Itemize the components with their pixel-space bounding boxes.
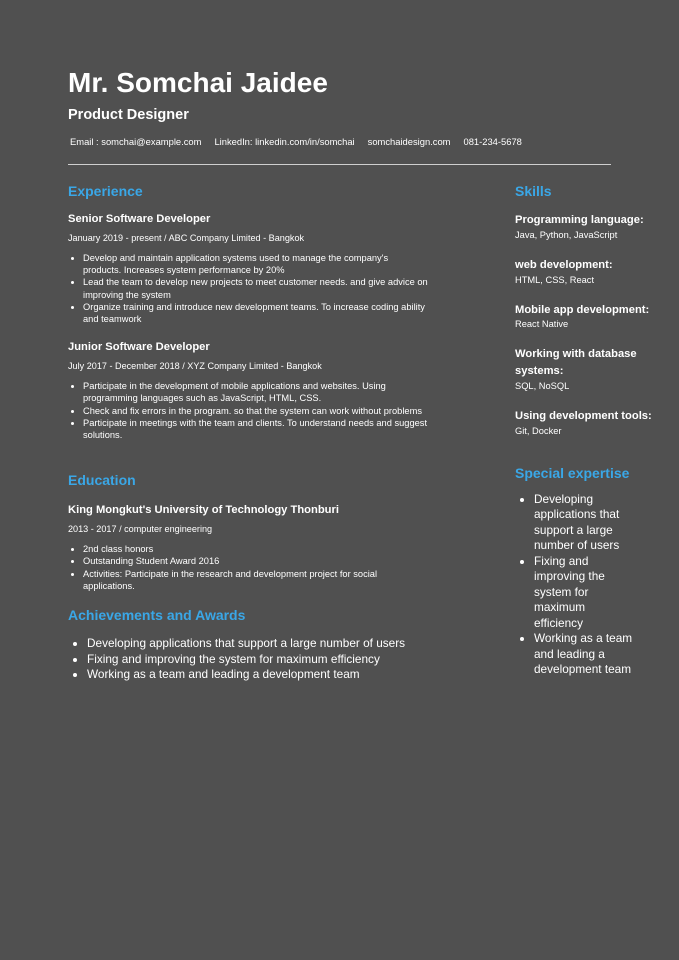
skill-value: SQL, NoSQL <box>515 380 570 391</box>
main-column <box>68 182 428 683</box>
skill-name: Working with database systems: <box>515 348 637 378</box>
skill-value: Java, Python, JavaScript <box>515 229 618 240</box>
skill-entry <box>515 346 655 393</box>
list-item: • Lead the team to develop new projects to meet customer needs. and give advice on improving the system <box>83 276 428 300</box>
list-item: • 2nd class honors <box>83 543 428 555</box>
job-bullets <box>68 252 428 325</box>
skill-entry <box>515 302 655 332</box>
list-item: • Working as a team and leading a development team <box>534 631 633 678</box>
job-title: Senior Software Developer <box>68 213 211 225</box>
header-divider <box>68 164 611 165</box>
skill-name: web development: <box>515 258 613 271</box>
list-item: • Participate in meetings with the team and clients. To understand needs and suggest solutions. <box>83 417 428 441</box>
skill-value: React Native <box>515 319 569 330</box>
full-name: Mr. Somchai Jaidee <box>68 67 328 98</box>
list-item: • Working as a team and leading a development team <box>87 667 428 683</box>
contact-bar <box>70 136 522 148</box>
experience-heading: Experience <box>68 183 143 199</box>
achievements-list <box>68 636 428 683</box>
list-item: • Fixing and improving the system for maximum efficiency <box>87 652 428 668</box>
job-entry <box>68 212 428 325</box>
list-item: • Organize training and introduce new development teams. To increase coding ability and teamwork <box>83 301 428 325</box>
special-expertise-list <box>515 492 633 678</box>
job-meta: January 2019 - present / ABC Company Limited - Bangkok <box>68 233 305 243</box>
phone-text: 081-234-5678 <box>463 136 522 147</box>
job-entry <box>68 340 428 441</box>
skill-entry <box>515 212 655 242</box>
education-entry <box>68 503 428 592</box>
skill-entry <box>515 257 655 287</box>
list-item: • Fixing and improving the system for maximum efficiency <box>534 554 633 632</box>
job-meta: July 2017 - December 2018 / XYZ Company Limited - Bangkok <box>68 361 322 372</box>
education-bullets <box>68 543 428 592</box>
website-text: somchaidesign.com <box>367 136 451 147</box>
list-item: • Activities: Participate in the research and development project for social applications. <box>83 568 428 592</box>
job-bullets <box>68 380 428 441</box>
education-heading: Education <box>68 472 136 489</box>
skill-value: Git, Docker <box>515 425 562 436</box>
skill-name: Programming language: <box>515 214 644 226</box>
list-item: • Check and fix errors in the program. so that the system can work without problems <box>83 405 428 417</box>
list-item: • Develop and maintain application systems used to manage the company's products. Increases system performance by 20% <box>83 252 428 276</box>
special-expertise-heading: Special expertise <box>515 464 630 481</box>
list-item: • Participate in the development of mobile applications and websites. Using programming languages such as JavaScript, HTML, CSS. <box>83 380 428 404</box>
school-name: King Mongkut's University of Technology Thonburi <box>68 504 339 517</box>
skills-heading: Skills <box>515 183 552 199</box>
list-item: • Developing applications that support a large number of users <box>534 492 633 554</box>
skill-name: Using development tools: <box>515 409 652 422</box>
job-role: Product Designer <box>68 107 189 123</box>
skill-name: Mobile app development: <box>515 303 650 316</box>
list-item: • Outstanding Student Award 2016 <box>83 555 428 567</box>
linkedin-text: LinkedIn: linkedin.com/in/somchai <box>214 136 355 147</box>
job-title: Junior Software Developer <box>68 341 210 354</box>
skill-entry <box>515 408 655 438</box>
list-item: • Developing applications that support a large number of users <box>87 636 428 652</box>
achievements-heading: Achievements and Awards <box>68 607 246 624</box>
education-meta: 2013 - 2017 / computer engineering <box>68 524 213 535</box>
email-text: Email : somchai@example.com <box>70 136 202 147</box>
sidebar-column <box>515 182 655 678</box>
skill-value: HTML, CSS, React <box>515 274 595 285</box>
